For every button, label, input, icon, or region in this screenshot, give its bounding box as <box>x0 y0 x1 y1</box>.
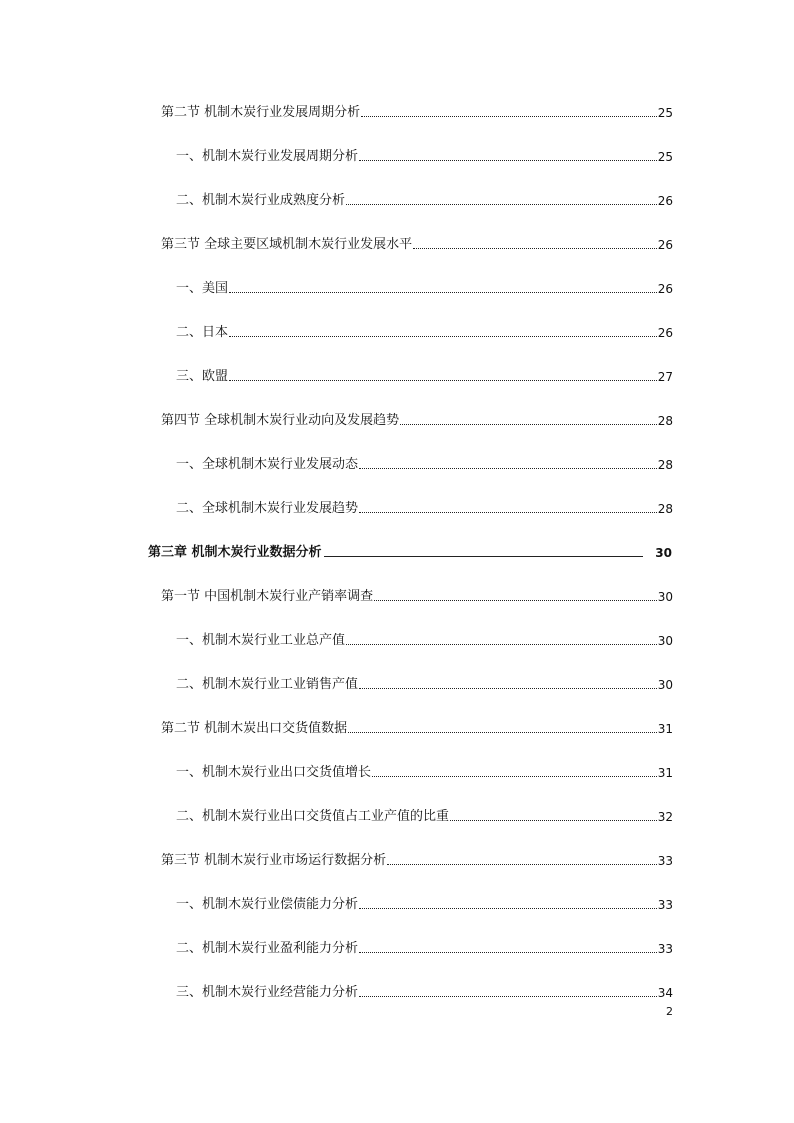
toc-dot-leader <box>229 336 657 337</box>
toc-entry-title: 一、机制木炭行业工业总产值 <box>176 633 346 648</box>
toc-dot-leader <box>359 952 657 953</box>
toc-entry[interactable] <box>176 803 673 825</box>
toc-entry[interactable] <box>161 407 673 429</box>
toc-dot-leader <box>229 380 657 381</box>
toc-entry-page: 30 <box>657 634 673 648</box>
toc-dot-leader <box>450 820 657 821</box>
toc-entry-title: 第一节 中国机制木炭行业产销率调查 <box>161 589 374 604</box>
toc-entry[interactable] <box>161 847 673 869</box>
toc-entry-page: 32 <box>657 810 673 824</box>
toc-entry-title: 三、欧盟 <box>176 369 229 384</box>
toc-entry[interactable] <box>176 979 673 1001</box>
toc-entry[interactable] <box>176 187 673 209</box>
toc-entry-title: 第三节 全球主要区域机制木炭行业发展水平 <box>161 237 413 252</box>
toc-entry[interactable] <box>176 891 673 913</box>
toc-entry-page: 26 <box>657 194 673 208</box>
toc-entry[interactable] <box>176 759 673 781</box>
toc-dot-leader <box>374 600 657 601</box>
toc-entry-page: 34 <box>657 986 673 1000</box>
toc-entry[interactable] <box>176 143 673 165</box>
toc-entry-page: 28 <box>657 414 673 428</box>
toc-entry-title: 二、机制木炭行业出口交货值占工业产值的比重 <box>176 809 450 824</box>
toc-entry-title: 二、机制木炭行业盈利能力分析 <box>176 941 359 956</box>
toc-entry-page: 33 <box>657 854 673 868</box>
toc-entry-title: 一、全球机制木炭行业发展动态 <box>176 457 359 472</box>
toc-entry-page: 28 <box>657 502 673 516</box>
toc-entry[interactable] <box>176 451 673 473</box>
toc-entry-page: 25 <box>657 106 673 120</box>
toc-dot-leader <box>387 864 657 865</box>
toc-dot-leader <box>359 512 657 513</box>
toc-entry[interactable] <box>161 583 673 605</box>
toc-dot-leader <box>229 292 657 293</box>
toc-entry[interactable] <box>176 363 673 385</box>
toc-dot-leader <box>400 424 657 425</box>
toc-entry-title: 第三节 机制木炭行业市场运行数据分析 <box>161 853 387 868</box>
toc-entry-page: 30 <box>657 590 673 604</box>
toc-entry-page: 33 <box>657 898 673 912</box>
toc-entry-title: 第二节 机制木炭行业发展周期分析 <box>161 105 361 120</box>
toc-entry-title: 第四节 全球机制木炭行业动向及发展趋势 <box>161 413 400 428</box>
toc-entry-page: 26 <box>657 282 673 296</box>
toc-entry-title: 一、美国 <box>176 281 229 296</box>
toc-entry-page: 28 <box>657 458 673 472</box>
toc-entry-title: 二、机制木炭行业工业销售产值 <box>176 677 359 692</box>
toc-dot-leader <box>413 248 657 249</box>
toc-entry-page: 25 <box>657 150 673 164</box>
toc-entry-page: 30 <box>655 546 672 560</box>
toc-entry[interactable] <box>161 231 673 253</box>
toc-entry-page: 30 <box>657 678 673 692</box>
toc-entry-page: 31 <box>657 722 673 736</box>
toc-entry-title: 第二节 机制木炭出口交货值数据 <box>161 721 348 736</box>
toc-entry-title: 二、日本 <box>176 325 229 340</box>
toc-entry-page: 27 <box>657 370 673 384</box>
toc-dot-leader <box>361 116 657 117</box>
toc-line-leader <box>324 556 644 557</box>
toc-entry-title: 第三章 机制木炭行业数据分析 <box>148 545 322 560</box>
toc-entry-title: 二、机制木炭行业成熟度分析 <box>176 193 346 208</box>
toc-dot-leader <box>346 644 657 645</box>
toc-entry[interactable] <box>161 715 673 737</box>
toc-entry[interactable] <box>161 99 673 121</box>
toc-dot-leader <box>372 776 657 777</box>
page-number: 2 <box>666 1005 673 1018</box>
toc-entry-title: 一、机制木炭行业出口交货值增长 <box>176 765 372 780</box>
toc-entry[interactable] <box>176 319 673 341</box>
toc-entry[interactable] <box>176 495 673 517</box>
toc-entry-title: 一、机制木炭行业发展周期分析 <box>176 149 359 164</box>
toc-dot-leader <box>359 160 657 161</box>
toc-entry-page: 26 <box>657 238 673 252</box>
toc-dot-leader <box>348 732 657 733</box>
toc-entry-title: 三、机制木炭行业经营能力分析 <box>176 985 359 1000</box>
toc-entry[interactable] <box>176 275 673 297</box>
toc-entry-page: 33 <box>657 942 673 956</box>
toc-entry-page: 31 <box>657 766 673 780</box>
toc-entry[interactable] <box>176 627 673 649</box>
toc-dot-leader <box>359 468 657 469</box>
toc-entry-title: 一、机制木炭行业偿债能力分析 <box>176 897 359 912</box>
toc-entry[interactable] <box>176 935 673 957</box>
toc-entry[interactable] <box>176 671 673 693</box>
toc-entry-title: 二、全球机制木炭行业发展趋势 <box>176 501 359 516</box>
toc-chapter-entry[interactable] <box>148 539 672 561</box>
toc-entry-page: 26 <box>657 326 673 340</box>
toc-dot-leader <box>346 204 657 205</box>
toc-dot-leader <box>359 908 657 909</box>
toc-dot-leader <box>359 688 657 689</box>
toc-dot-leader <box>359 996 657 997</box>
